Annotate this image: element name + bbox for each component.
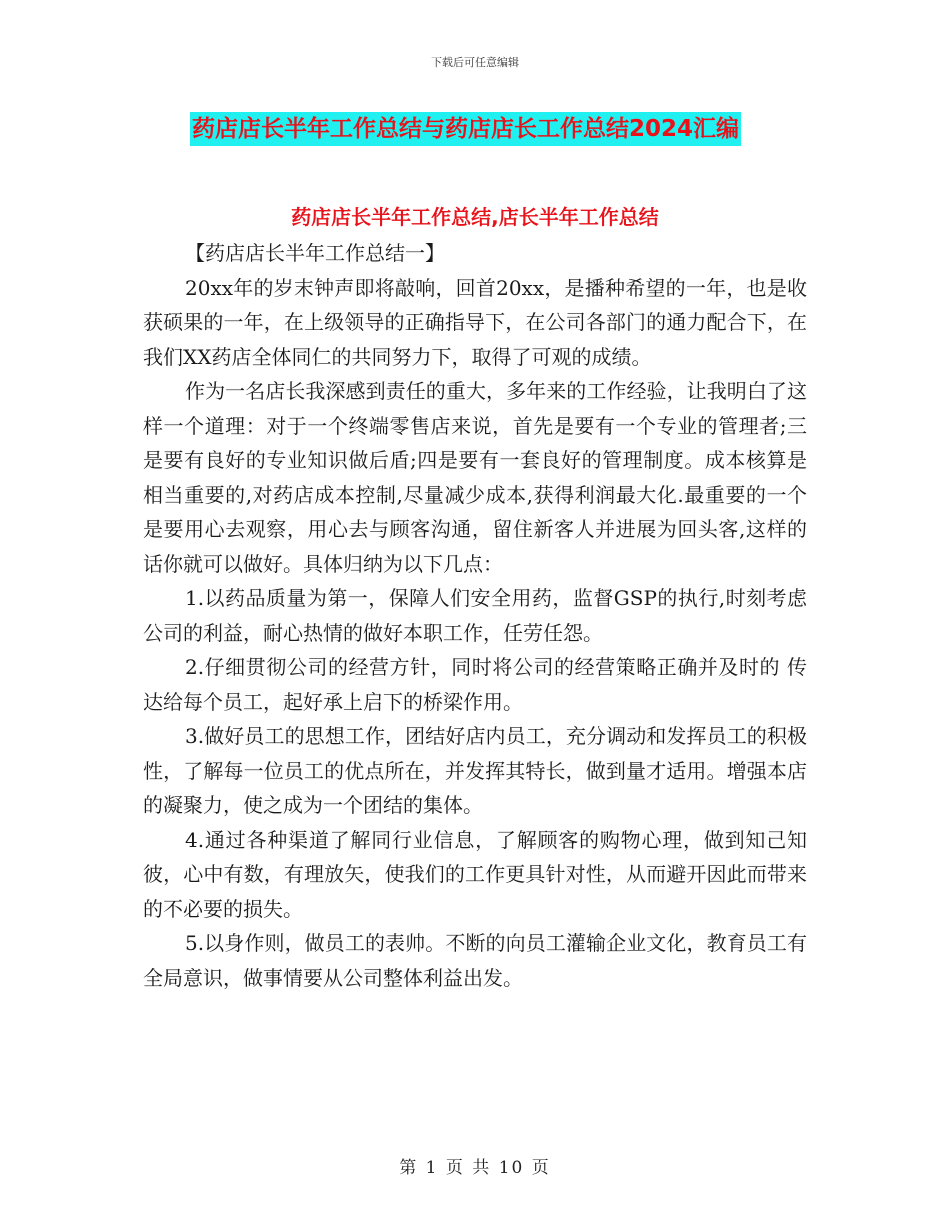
list-item-5: 5.以身作则，做员工的表帅。不断的向员工灌输企业文化，教育员工有全局意识，做事情要从公司整体利益出发。 xyxy=(143,931,807,990)
article-body xyxy=(143,236,807,995)
document-title: 药店店长半年工作总结与药店店长工作总结2024汇编 xyxy=(190,112,741,146)
article-subtitle: 药店店长半年工作总结,店长半年工作总结 xyxy=(291,205,659,229)
body-paragraph: 20xx年的岁末钟声即将敲响，回首20xx，是播种希望的一年，也是收获硕果的一年，在上级领导的正确指导下，在公司各部门的通力配合下，在我们XX药店全体同仁的共同努力下，取得了可观的成绩。 xyxy=(143,275,807,369)
body-paragraph: 作为一名店长我深感到责任的重大，多年来的工作经验，让我明白了这样一个道理：对于一个终端零售店来说，首先是要有一个专业的管理者;三是要有良好的专业知识做后盾;四是要有一套良好的管理制度。成本核算是相当重要的,对药店成本控制,尽量减少成本,获得利润最大化.最重要的一个是要用心去观察，用心去与顾客沟通，留住新客人并进展为回头客,这样的话你就可以做好。具体归纳为以下几点： xyxy=(143,379,807,576)
list-item-3: 3.做好员工的思想工作，团结好店内员工，充分调动和发挥员工的积极性，了解每一位员工的优点所在，并发挥其特长，做到量才适用。增强本店的凝聚力，使之成为一个团结的集体。 xyxy=(143,724,807,817)
page-header-note: 下载后可任意编辑 xyxy=(431,56,519,69)
list-item-1: 1.以药品质量为第一，保障人们安全用药，监督GSP的执行,时刻考虑公司的利益，耐心热情的做好本职工作，任劳任怨。 xyxy=(143,586,807,645)
page-number-footer: 第 1 页 共 10 页 xyxy=(399,1158,551,1178)
list-item-4: 4.通过各种渠道了解同行业信息，了解顾客的购物心理，做到知己知彼，心中有数，有理放矢，使我们的工作更具针对性，从而避开因此而带来的不必要的损失。 xyxy=(143,827,807,921)
section-heading: 【药店店长半年工作总结一】 xyxy=(185,241,445,265)
list-item-2: 2.仔细贯彻公司的经营方针，同时将公司的经营策略正确并及时的 传达给每个员工，起好承上启下的桥梁作用。 xyxy=(143,655,807,714)
